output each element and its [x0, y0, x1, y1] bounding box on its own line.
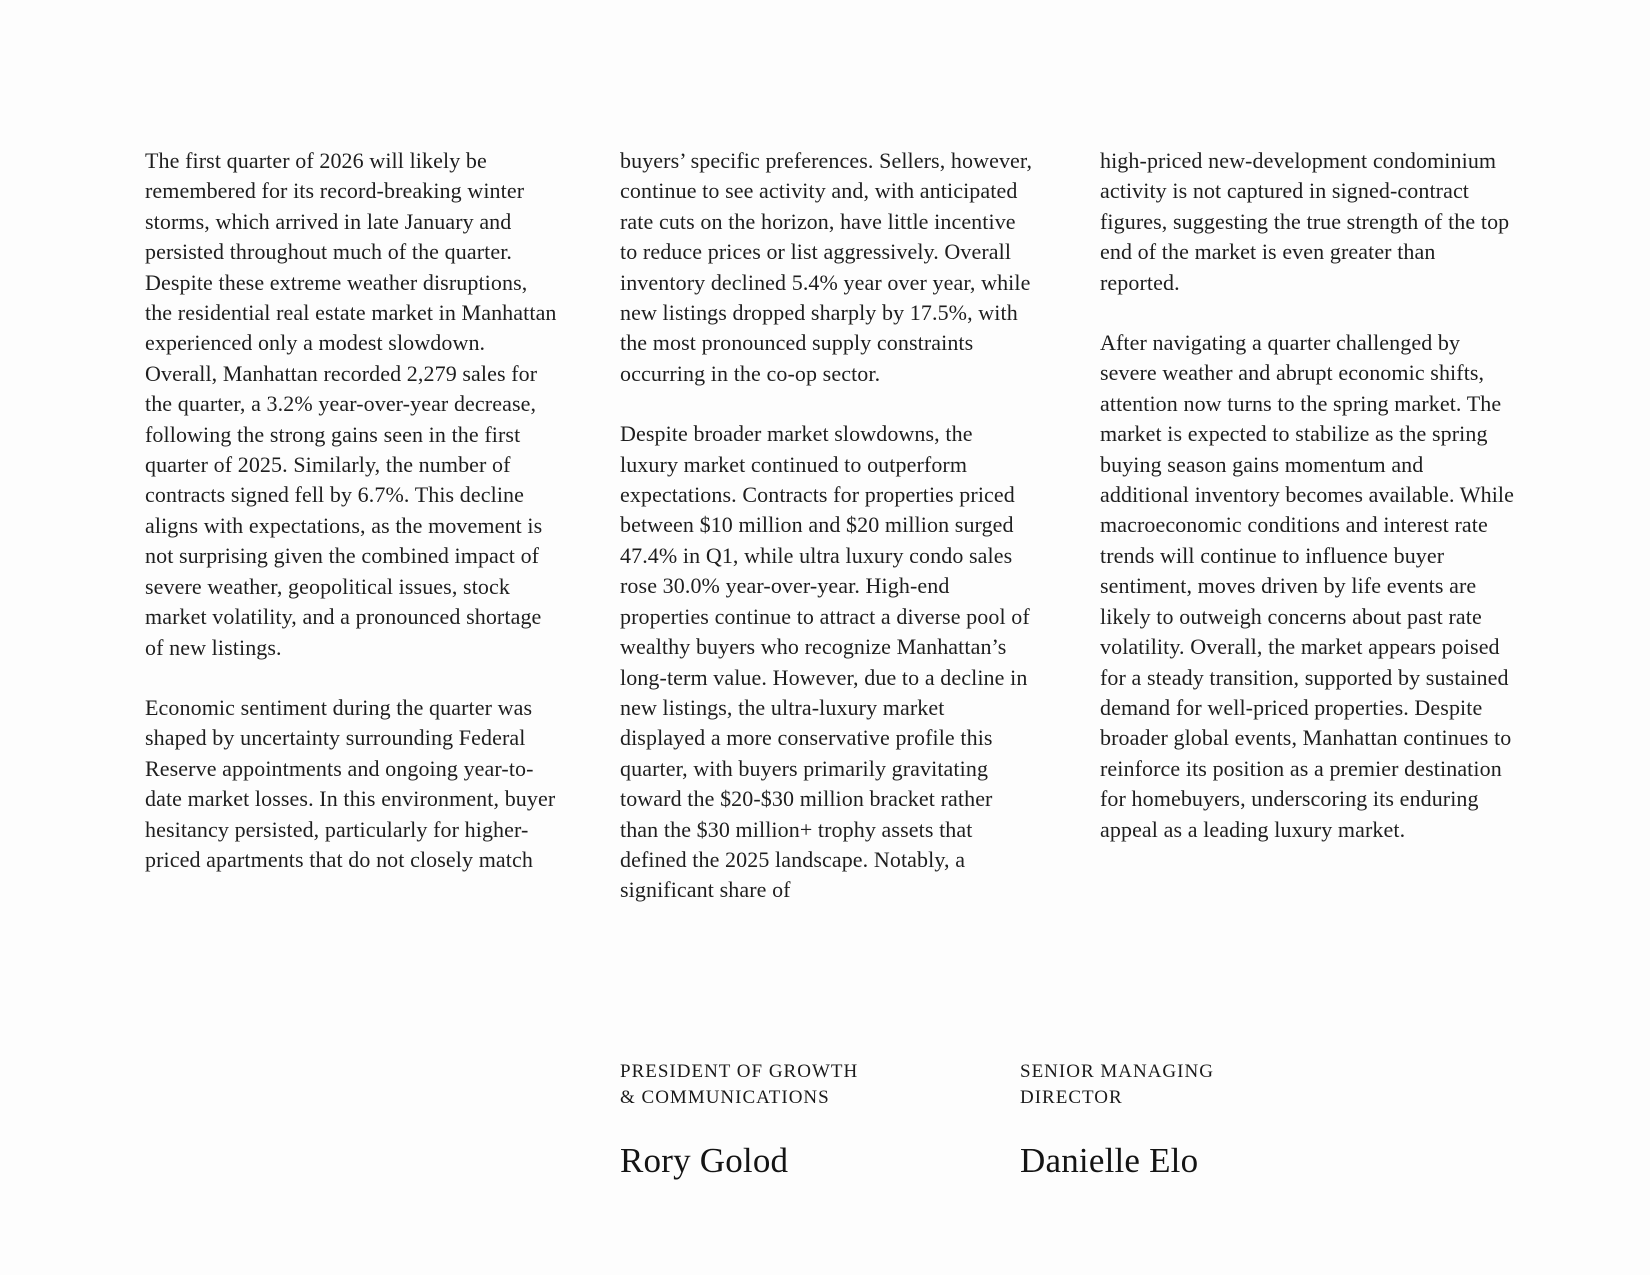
signature-title-line: PRESIDENT OF GROWTH [620, 1061, 859, 1082]
signature-name: Rory Golod [620, 1141, 789, 1180]
article-column-3 [1100, 146, 1515, 845]
paragraph: buyers’ specific preferences. Sellers, however, continue to see activity and, with anticipated rate cuts on the horizon, have little incentive to reduce prices or list aggressively. Overall inventory declined 5.4% year over year, while new listings dropped sharply by 17.5%, with the most pronounced supply constraints occurring in the co-op sector. [620, 148, 1033, 386]
paragraph: Despite broader market slowdowns, the luxury market continued to outperform expectations. Contracts for properties priced between $10 million and $20 million surged 47.4% in Q1, while ultra luxury condo sales rose 30.0% year-over-year. High-end properties continue to attract a diverse pool of wealthy buyers who recognize Manhattan’s long-term value. However, due to a decline in new listings, the ultra-luxury market displayed a more conservative profile this quarter, with buyers primarily gravitating toward the $20-$30 million bracket rather than the $30 million+ trophy assets that defined the 2025 landscape. Notably, a significant share of [620, 421, 1030, 903]
signature-title-line: DIRECTOR [1020, 1087, 1123, 1108]
paragraph: high-priced new-development condominium activity is not captured in signed-contract figures, suggesting the true strength of the top end of the market is even greater than reported. [1100, 148, 1510, 295]
article-column-2 [620, 146, 1035, 906]
signature-name: Danielle Elo [1020, 1141, 1199, 1180]
signature-title-line: SENIOR MANAGING [1020, 1061, 1214, 1082]
signature-title [1020, 1059, 1350, 1111]
signature-title [620, 1059, 950, 1111]
paragraph: The first quarter of 2026 will likely be remembered for its record-breaking winter storms, which arrived in late January and persisted throughout much of the quarter. Despite these extreme weather disruptions, the residential real estate market in Manhattan experienced only a modest slowdown. Overall, Manhattan recorded 2,279 sales for the quarter, a 3.2% year-over-year decrease, following the strong gains seen in the first quarter of 2025. Similarly, the number of contracts signed fell by 6.7%. This decline aligns with expectations, as the movement is not surprising given the combined impact of severe weather, geopolitical issues, stock market volatility, and a pronounced shortage of new listings. [145, 148, 557, 660]
signature-block-director [1020, 1059, 1350, 1182]
paragraph: After navigating a quarter challenged by severe weather and abrupt economic shifts, attention now turns to the spring market. The market is expected to stabilize as the spring buying season gains momentum and additional inventory becomes available. While macroeconomic conditions and interest rate trends will continue to influence buyer sentiment, moves driven by life events are likely to outweigh concerns about past rate volatility. Overall, the market appears poised for a steady transition, supported by sustained demand for well-priced properties. Despite broader global events, Manhattan continues to reinforce its position as a premier destination for homebuyers, underscoring its enduring appeal as a leading luxury market. [1100, 330, 1515, 842]
paragraph: Economic sentiment during the quarter was shaped by uncertainty surrounding Federal Reserve appointments and ongoing year-to-date market losses. In this environment, buyer hesitancy persisted, particularly for higher-priced apartments that do not closely match [145, 694, 556, 872]
signature-block-president [620, 1059, 950, 1182]
signature-title-line: & COMMUNICATIONS [620, 1087, 830, 1108]
article-column-1 [145, 146, 560, 875]
